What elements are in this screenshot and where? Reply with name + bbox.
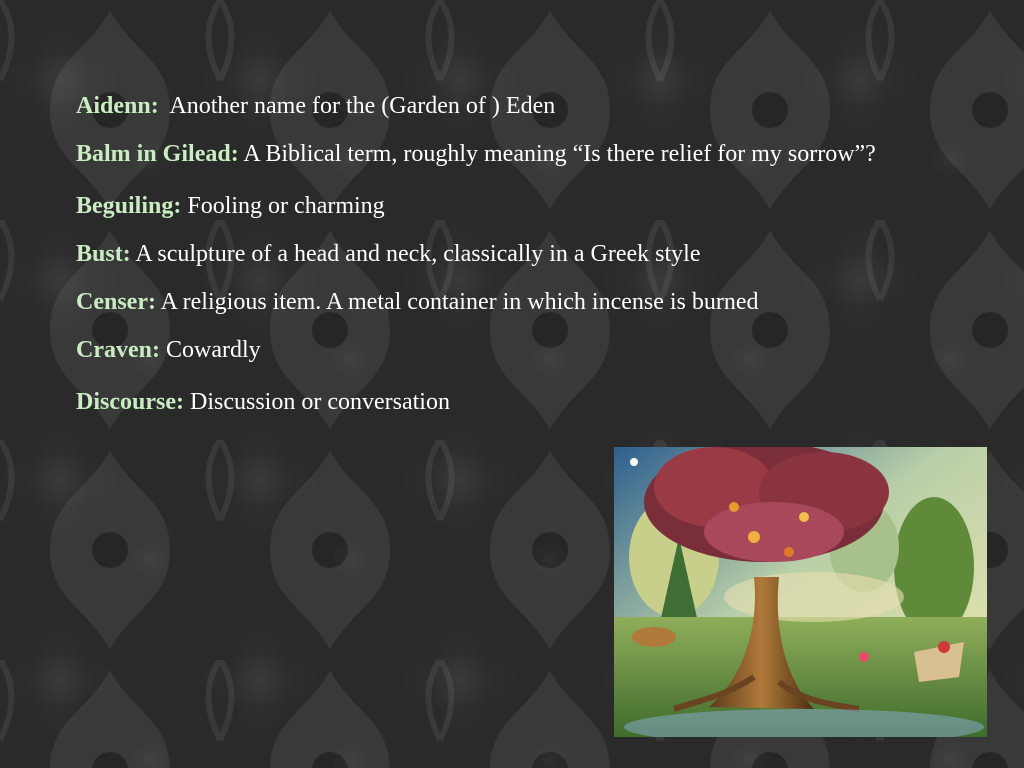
glossary-entry-balm-in-gilead (76, 130, 936, 178)
glossary-list (76, 82, 936, 426)
glossary-term: Aidenn: (76, 93, 159, 119)
glossary-term: Craven: (76, 337, 160, 363)
glossary-term: Beguiling: (76, 193, 182, 219)
glossary-entry-aidenn (76, 82, 936, 130)
glossary-definition: A Biblical term, roughly meaning “Is there relief for my sorrow”? (243, 141, 876, 167)
glossary-definition: Another name for the (Garden of ) Eden (169, 93, 556, 119)
glossary-definition: Fooling or charming (187, 193, 385, 219)
glossary-term: Discourse: (76, 389, 184, 415)
glossary-entry-bust (76, 230, 936, 278)
glossary-entry-beguiling (76, 182, 936, 230)
glossary-term: Bust: (76, 241, 131, 267)
glossary-entry-censer (76, 278, 936, 326)
glossary-definition: Cowardly (165, 337, 261, 363)
glossary-definition: A sculpture of a head and neck, classically in a Greek style (135, 241, 701, 267)
glossary-definition: A religious item. A metal container in which incense is burned (160, 289, 759, 315)
garden-of-eden-painting (614, 447, 987, 737)
glossary-term: Censer: (76, 289, 156, 315)
glossary-entry-craven (76, 326, 936, 374)
glossary-definition: Discussion or conversation (189, 389, 450, 415)
garden-tree-illustration (614, 447, 987, 737)
glossary-term: Balm in Gilead: (76, 141, 239, 167)
glossary-entry-discourse (76, 378, 936, 426)
